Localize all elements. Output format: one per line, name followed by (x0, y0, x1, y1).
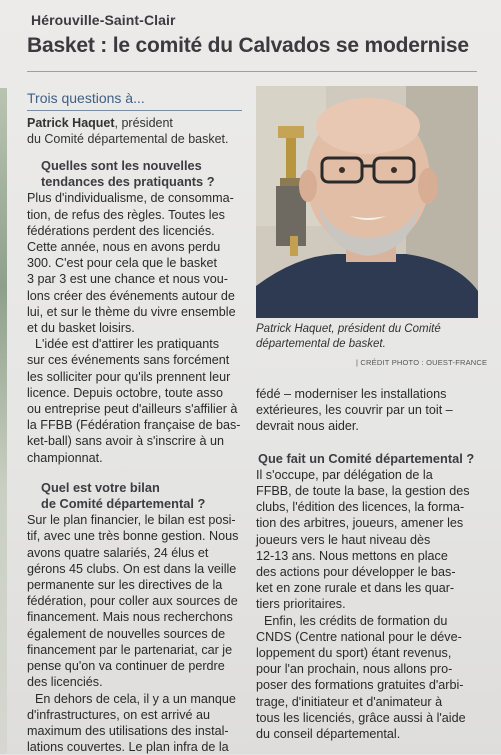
text-line: pour l'an prochain, nous allons pro- (256, 661, 478, 677)
portrait-photo (256, 86, 478, 318)
interviewee (27, 115, 242, 147)
text-line: tif, avec une très bonne gestion. Nous (27, 528, 242, 544)
text-line: tiers prioritaires. (256, 596, 478, 612)
text-line: Sur le plan financier, le bilan est posi- (27, 512, 242, 528)
text-line: maximum des utilisations des instal- (27, 723, 242, 739)
text-line: les solliciter pour qu'ils prennent leur (27, 369, 242, 385)
text-line: la FFBB (Fédération française de bas- (27, 417, 242, 433)
answer-1-paragraph-1 (27, 190, 242, 336)
text-line: lations couvertes. Le plan infra de la (27, 739, 242, 755)
text-line: tous les licenciés, grâce aussi à l'aide (256, 710, 478, 726)
text-line: loppement du sport) étant revenus, (256, 645, 478, 661)
question-1 (27, 158, 242, 190)
text-line: fédé – moderniser les installations (256, 386, 478, 402)
answer-2-paragraph-1 (27, 512, 242, 690)
text-line: CNDS (Centre national pour le déve- (256, 629, 478, 645)
text-line: ket en zone rurale et dans les quar- (256, 580, 478, 596)
text-line: également de nouvelles sources de (27, 626, 242, 642)
text-line: financement. Mais nous recherchons (27, 609, 242, 625)
text-line: L'idée est d'attirer les pratiquants (27, 336, 242, 352)
text-line: des actions pour développer le bas- (256, 564, 478, 580)
text-line: En dehors de cela, il y a un manque (27, 691, 242, 707)
text-line: Enfin, les crédits de formation du (256, 613, 478, 629)
interviewee-role-1: , président (115, 116, 173, 130)
question-2-line: Quel est votre bilan (41, 480, 160, 495)
question-3 (256, 451, 478, 467)
answer-1-paragraph-2 (27, 336, 242, 466)
text-line: 12-13 ans. Nous mettons en place (256, 548, 478, 564)
question-2-line: de Comité départemental ? (41, 496, 205, 511)
text-line: ket-ball) sans avoir à s'inscrire à un (27, 433, 242, 449)
caption-line: Patrick Haquet, président du Comité (256, 322, 478, 337)
text-line: Il s'occupe, par délégation de la (256, 467, 478, 483)
text-line: avons quatre salariés, 24 élus et (27, 545, 242, 561)
text-line: ou entreprise peut d'ailleurs s'affilier à (27, 401, 242, 417)
text-line: joueurs vers le haut niveau dès (256, 532, 478, 548)
text-line: FFBB, de toute la base, la gestion des (256, 483, 478, 499)
text-line: devrait nous aider. (256, 418, 478, 434)
question-1-line: tendances des pratiquants ? (41, 174, 215, 189)
interviewee-role-2: du Comité départemental de basket. (27, 132, 229, 146)
text-line: 3 par 3 est une chance et nous vou- (27, 271, 242, 287)
text-line: Cette année, nous en avons perdu (27, 239, 242, 255)
interview-intro (27, 90, 242, 147)
question-1-line: Quelles sont les nouvelles (41, 158, 202, 173)
question-3-line: Que fait un Comité départemental ? (258, 451, 474, 466)
answer-2-paragraph-2 (27, 691, 242, 755)
text-line: des licenciés. (27, 674, 242, 690)
right-column (256, 386, 478, 742)
caption-line: départemental de basket. (256, 337, 478, 352)
text-line: fédération, pour coller aux sources de (27, 593, 242, 609)
text-line: tion, de refus des règles. Toutes les (27, 207, 242, 223)
text-line: clubs, l'édition des licences, la forma- (256, 499, 478, 515)
text-line: gérons 45 clubs. On est dans la veille (27, 561, 242, 577)
interviewee-name: Patrick Haquet (27, 116, 115, 130)
text-line: du conseil départemental. (256, 726, 478, 742)
article-headline: Basket : le comité du Calvados se modernise (27, 34, 469, 58)
text-line: poser des formations gratuites d'arbi- (256, 677, 478, 693)
adjacent-photo-edge (0, 88, 7, 754)
text-line: sur ces événements sans forcément (27, 352, 242, 368)
photo-credit: | CRÉDIT PHOTO : OUEST-FRANCE (356, 358, 487, 367)
left-column (27, 158, 242, 755)
question-2 (27, 480, 242, 512)
text-line: extérieures, les couvrir par un toit – (256, 402, 478, 418)
intro-title: Trois questions à... (27, 90, 242, 107)
text-line: financement par le partenariat, car je (27, 642, 242, 658)
text-line: 300. C'est pour cela que le basket (27, 255, 242, 271)
text-line: permanente sur les directives de la (27, 577, 242, 593)
text-line: pense qu'on va continuer de perdre (27, 658, 242, 674)
text-line: Plus d'individualisme, de consomma- (27, 190, 242, 206)
text-line: lons créer des événements autour de (27, 288, 242, 304)
text-line: lui, et sur le thème du vivre ensemble (27, 304, 242, 320)
text-line: tion des arbitres, joueurs, amener les (256, 515, 478, 531)
text-line: licence. Depuis octobre, toute asso (27, 385, 242, 401)
portrait-image (256, 86, 478, 318)
answer-3-paragraph-2 (256, 613, 478, 743)
continuation-paragraph (256, 386, 478, 435)
answer-3-paragraph-1 (256, 467, 478, 613)
text-line: championnat. (27, 450, 242, 466)
location-kicker: Hérouville-Saint-Clair (31, 12, 176, 28)
header-rule (27, 71, 477, 72)
text-line: trage, d'initiateur et d'animateur à (256, 694, 478, 710)
photo-caption (256, 322, 478, 351)
intro-rule (27, 110, 242, 111)
text-line: fédérations perdent des licenciés. (27, 223, 242, 239)
text-line: et du basket loisirs. (27, 320, 242, 336)
text-line: d'infrastructures, on est arrivé au (27, 707, 242, 723)
